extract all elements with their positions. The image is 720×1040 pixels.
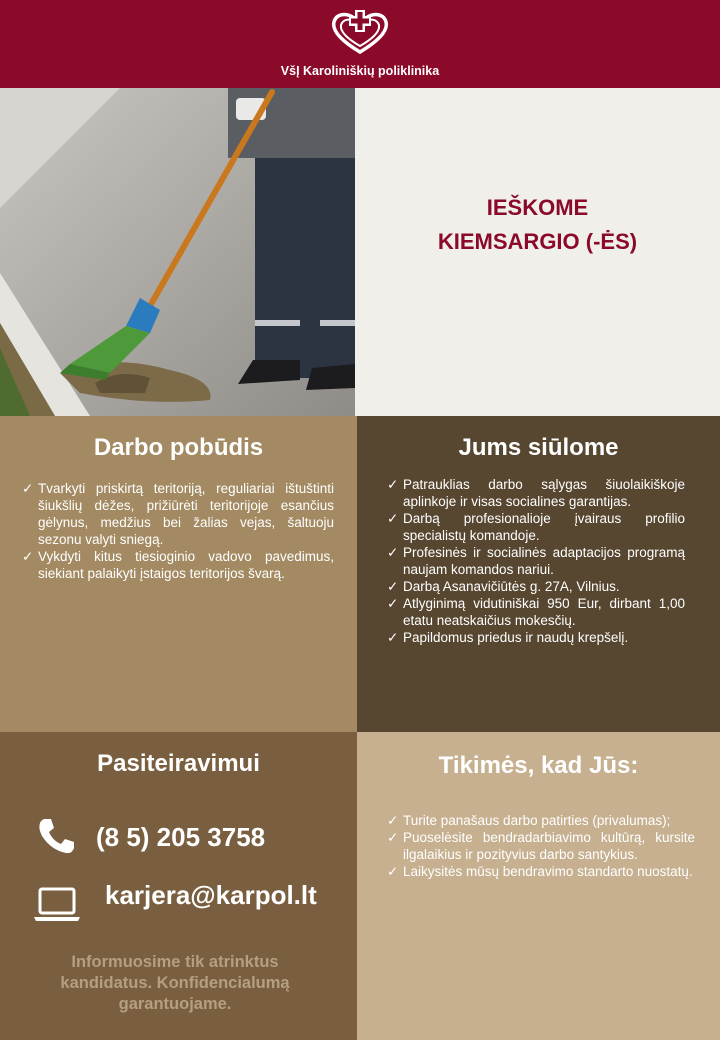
expectations-list xyxy=(387,812,695,880)
expectation-text: Turite panašaus darbo patirties (privalumas); xyxy=(403,813,671,828)
list-item xyxy=(387,812,695,829)
offer-text: Atlyginimą vidutiniškai 950 Eur, dirbant 1,00 etatu neatskaičius mokesčių. xyxy=(403,596,685,628)
expectation-text: Laikysitės mūsų bendravimo standarto nuostatų. xyxy=(403,864,693,879)
check-icon: ✓ xyxy=(387,596,399,611)
sweeper-photo xyxy=(0,88,355,416)
list-item xyxy=(387,595,685,629)
check-icon: ✓ xyxy=(22,481,34,496)
expectation-text: Puoselėsite bendradarbiavimo kultūrą, kursite ilgalaikius ir pozityvius darbo santykius. xyxy=(403,830,695,862)
laptop-icon xyxy=(32,887,82,923)
duties-panel xyxy=(0,416,357,732)
list-item xyxy=(22,548,334,582)
offer-text: Papildomus priedus ir naudų krepšelį. xyxy=(403,630,629,645)
contact-title: Pasiteiravimui xyxy=(97,750,260,777)
email-link[interactable]: karjera@karpol.lt xyxy=(105,880,317,910)
list-item xyxy=(387,829,695,863)
check-icon: ✓ xyxy=(387,864,399,879)
check-icon: ✓ xyxy=(387,813,399,828)
phone-icon xyxy=(36,816,76,856)
offer-list xyxy=(387,476,685,646)
offer-text: Darbą Asanavičiūtės g. 27A, Vilnius. xyxy=(403,579,620,594)
header-bar xyxy=(0,0,720,88)
list-item xyxy=(387,510,685,544)
expectations-panel xyxy=(357,732,720,1040)
list-item xyxy=(387,476,685,510)
offer-title: Jums siūlome xyxy=(458,434,619,461)
list-item xyxy=(22,480,334,548)
offer-text: Profesinės ir socialinės adaptacijos programą naujam komandos nariui. xyxy=(403,545,685,577)
check-icon: ✓ xyxy=(387,830,399,845)
headline-panel xyxy=(355,88,720,416)
list-item xyxy=(387,629,685,646)
list-item xyxy=(387,544,685,578)
sweeper-illustration xyxy=(0,88,355,416)
list-item xyxy=(387,863,695,880)
headline-line-2: KIEMSARGIO (-ĖS) xyxy=(437,229,638,254)
duty-text: Vykdyti kitus tiesioginio vadovo pavedimus, siekiant palaikyti įstaigos teritorijos švarą. xyxy=(38,549,334,581)
duties-title: Darbo pobūdis xyxy=(93,434,264,461)
phone-number[interactable]: (8 5) 205 3758 xyxy=(96,822,266,852)
check-icon: ✓ xyxy=(387,579,399,594)
duties-list xyxy=(22,480,334,582)
contact-panel xyxy=(0,732,357,1040)
offer-panel xyxy=(357,416,720,732)
headline-line-1: IEŠKOME xyxy=(486,195,589,220)
check-icon: ✓ xyxy=(387,545,399,560)
offer-text: Patrauklias darbo sąlygas šiuolaikiškoje aplinkoje ir visas socialines garantijas. xyxy=(403,477,685,509)
organization-name: VšĮ Karoliniškių poliklinika xyxy=(280,64,440,78)
duty-text: Tvarkyti priskirtą teritoriją, reguliariai ištuštinti šiukšlių dėžes, prižiūrėti teritorijoje esančius gėlynus, medžius bei žalias vejas, šaltuoju sezonu valyti sniegą. xyxy=(38,481,334,547)
check-icon: ✓ xyxy=(387,477,399,492)
check-icon: ✓ xyxy=(387,630,399,645)
offer-text: Darbą profesionalioje įvairaus profilio specialistų komandoje. xyxy=(403,511,685,543)
expectations-title: Tikimės, kad Jūs: xyxy=(438,752,639,779)
list-item xyxy=(387,578,685,595)
heart-cross-logo xyxy=(328,8,392,54)
check-icon: ✓ xyxy=(22,549,34,564)
job-headline xyxy=(355,191,720,259)
confidentiality-note: Informuosime tik atrinktus kandidatus. Konfidencialumą garantuojame. xyxy=(60,953,290,1013)
check-icon: ✓ xyxy=(387,511,399,526)
